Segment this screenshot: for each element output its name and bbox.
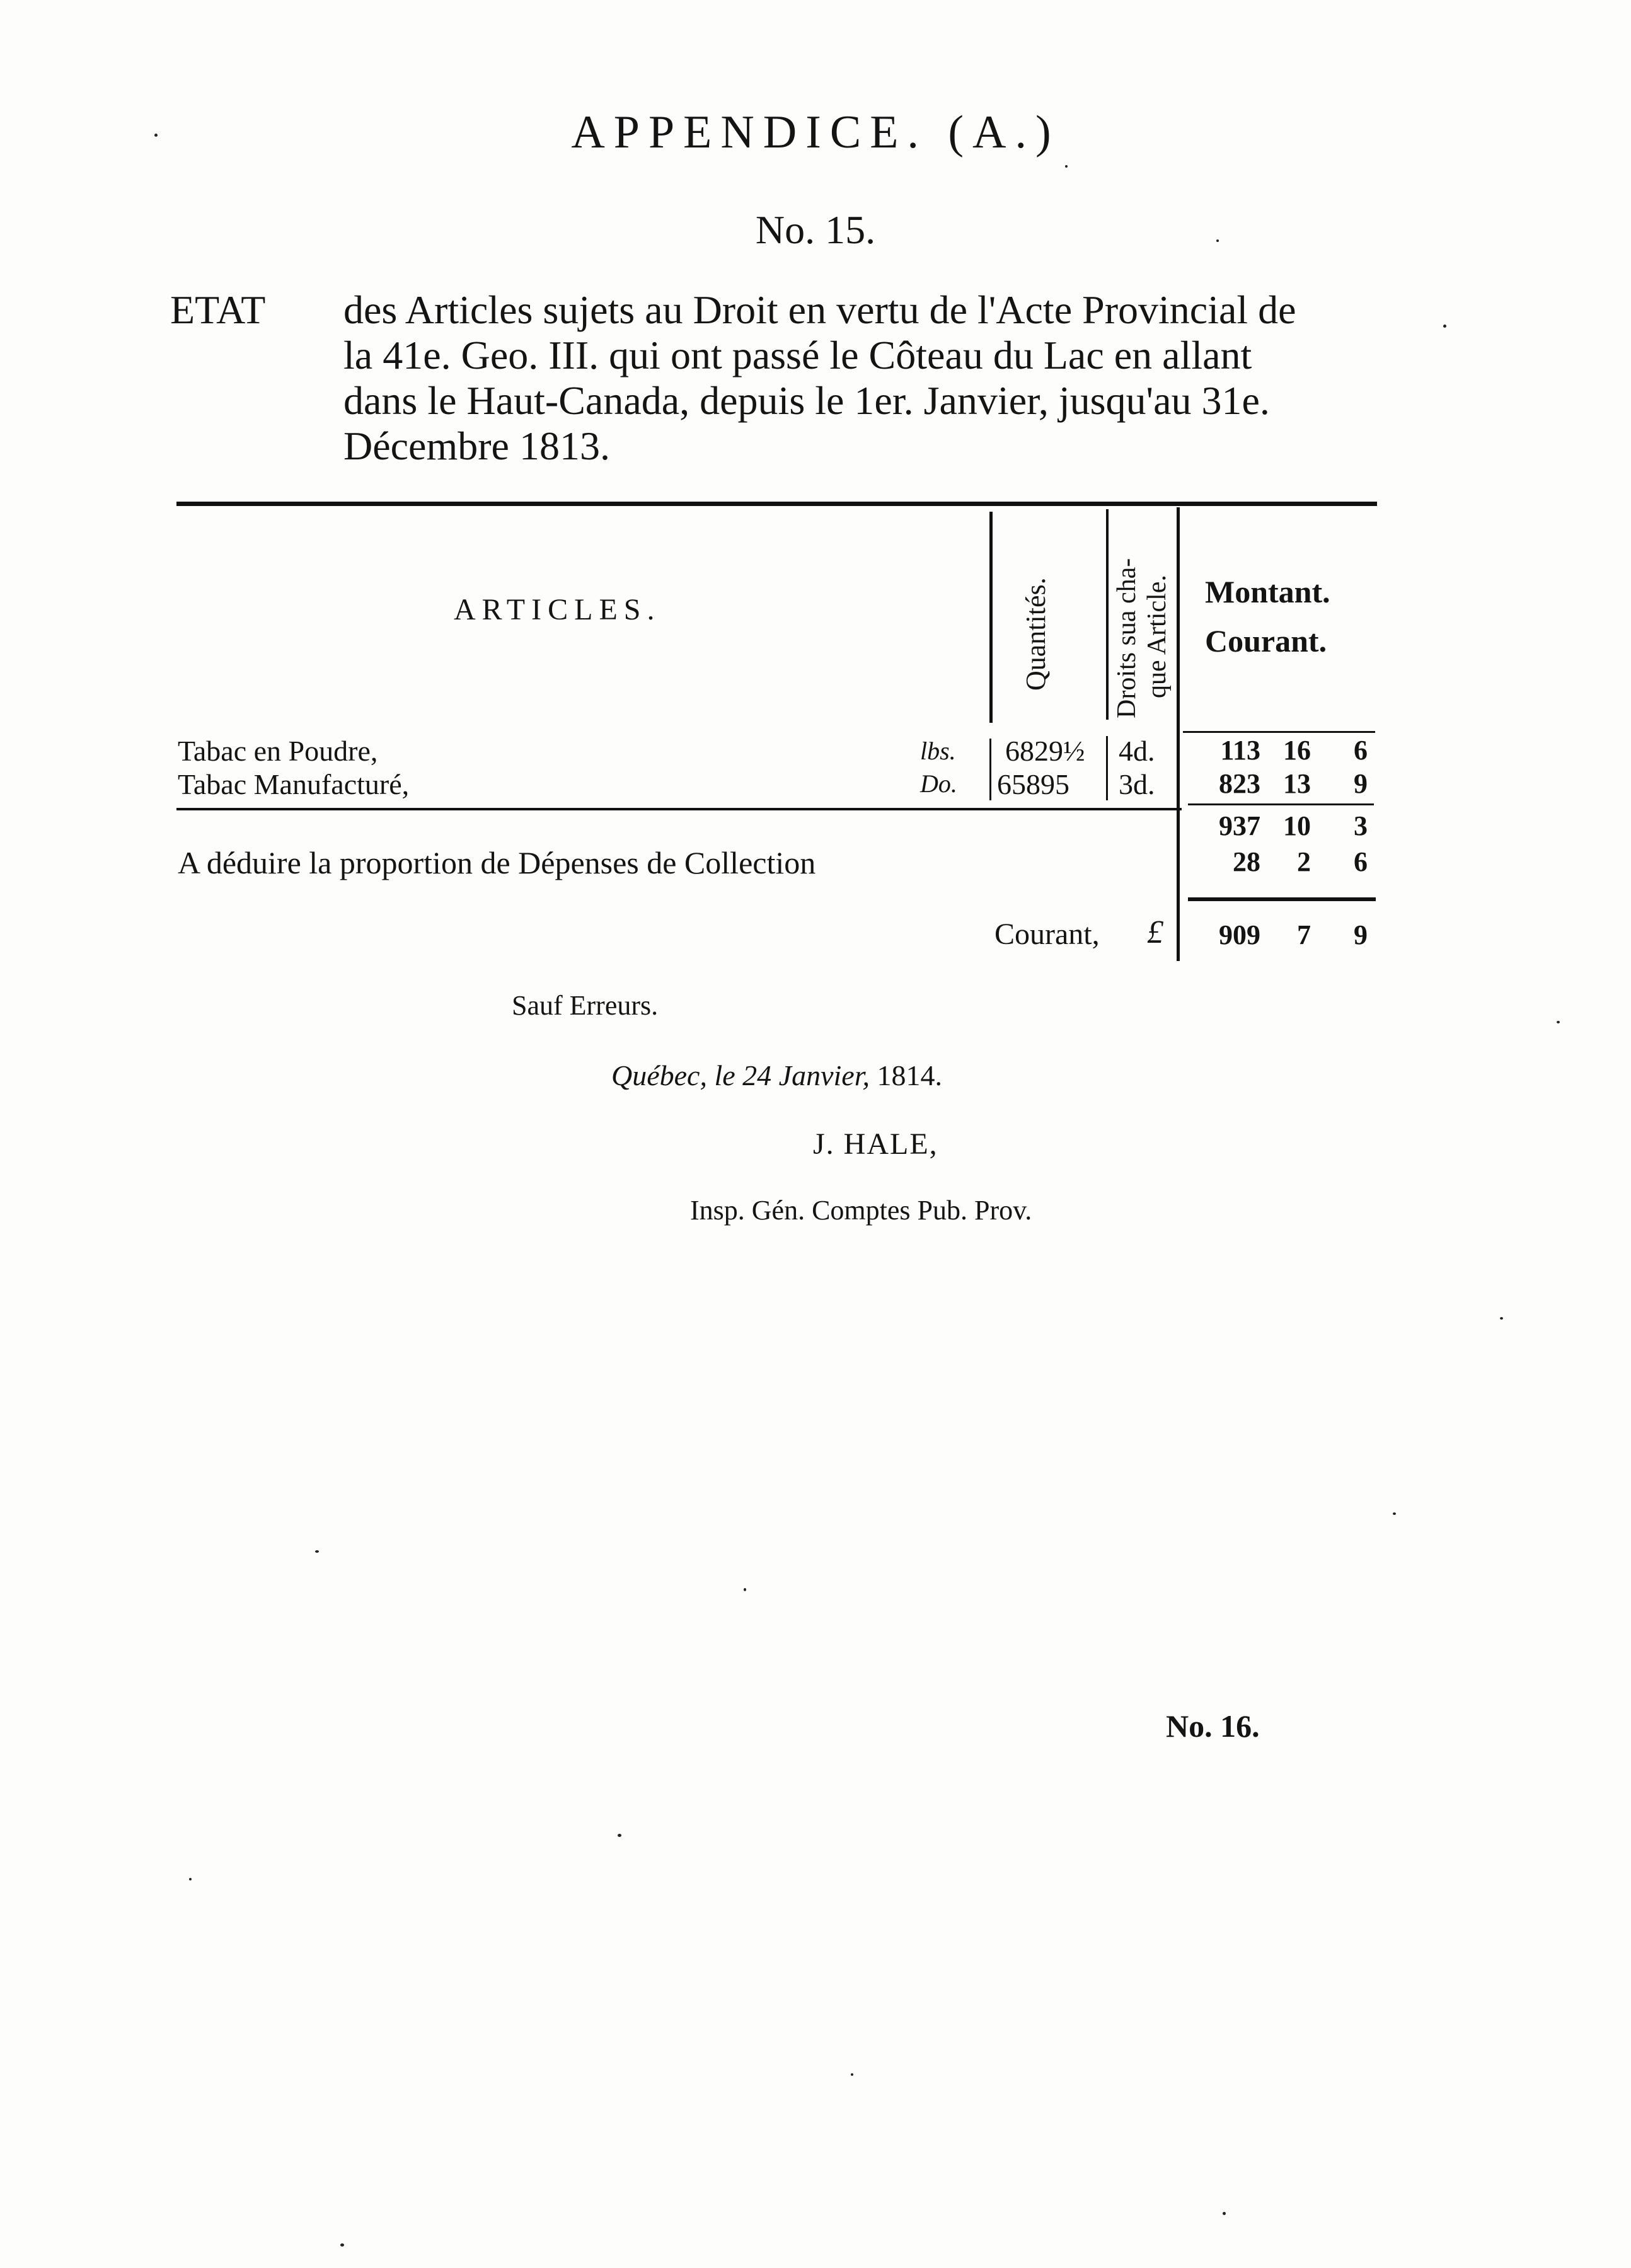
header-montant-line2: Courant. [1205,623,1327,659]
next-page-number: No. 16. [1166,1708,1260,1744]
page-title: APPENDICE. (A.) [571,106,1060,158]
place-year: 1814. [877,1059,943,1091]
paper-speck [618,1834,621,1837]
subtotal-pence: 3 [1354,810,1368,841]
paper-speck [1443,325,1446,328]
header-quantites: Quantités. [1020,577,1051,691]
column-divider [1106,736,1108,800]
etat-paragraph [343,287,1371,469]
subtotal-shillings: 10 [1283,810,1311,841]
paper-speck [1500,1317,1503,1320]
row-shillings: 13 [1283,768,1311,799]
total-pence: 9 [1354,919,1368,950]
paper-speck [340,2243,344,2247]
deduction-pence: 6 [1354,846,1368,877]
header-droits-line1: Droits sua cha- [1112,558,1141,718]
deduction-pounds: 28 [1233,846,1260,877]
paper-speck [1557,1021,1560,1023]
signature-name: J. HALE, [813,1127,938,1161]
etat-line: la 41e. Geo. III. qui ont passé le Côteau du Lac en allant [343,333,1252,377]
paper-speck [1223,2212,1226,2215]
paper-speck [189,1878,192,1880]
table-top-rule [176,502,1377,506]
rows-bottom-rule [176,808,1182,810]
etat-heading: ETAT [170,287,266,332]
paper-speck [1216,239,1219,242]
row-unit: lbs. [920,737,956,765]
etat-line: dans le Haut-Canada, depuis le 1er. Janvier, jusqu'au 31e. [343,378,1270,423]
row-article: Tabac en Poudre, [178,735,378,767]
paper-speck [315,1550,319,1553]
header-montant [1205,567,1330,665]
etat-line: Décembre 1813. [343,423,610,468]
paper-speck [744,1588,746,1591]
row-rate: 4d. [1119,735,1155,767]
total-rule [1188,897,1376,901]
row-rate: 3d. [1119,768,1155,800]
row-quantity: 6829½ [1005,735,1085,767]
header-montant-line1: Montant. [1205,574,1330,609]
deduction-label: A déduire la proportion de Dépenses de Collection [178,845,816,880]
sauf-erreurs: Sauf Erreurs. [512,990,659,1021]
subtotal-rule [1188,803,1374,805]
document-number: No. 15. [755,207,876,252]
row-pounds: 823 [1219,768,1260,799]
currency-symbol: £ [1147,914,1163,950]
total-label: Courant, [994,918,1100,951]
row-pence: 9 [1354,768,1368,799]
paper-speck [1393,1512,1396,1515]
paper-speck [1065,165,1068,168]
place-date [611,1059,942,1092]
row-pence: 6 [1354,735,1368,766]
row-quantity: 65895 [997,768,1069,800]
row-unit: Do. [920,769,957,798]
total-pounds: 909 [1219,919,1260,950]
etat-line: des Articles sujets au Droit en vertu de l'Acte Provincial de [343,287,1296,332]
header-bottom-rule [1183,731,1375,733]
header-articles: ARTICLES. [454,593,661,626]
column-divider [1177,507,1180,961]
paper-speck [154,134,158,137]
column-divider [989,512,993,723]
column-divider [989,739,991,800]
total-shillings: 7 [1297,919,1311,950]
header-droits-line2: que Article. [1143,575,1172,698]
row-shillings: 16 [1283,735,1311,766]
row-article: Tabac Manufacturé, [178,768,410,800]
deduction-shillings: 2 [1297,846,1311,877]
paper-speck [851,2073,853,2076]
column-divider [1106,509,1109,720]
place-date-text: Québec, le 24 Janvier, [611,1059,870,1091]
row-pounds: 113 [1220,735,1260,766]
signature-title: Insp. Gén. Comptes Pub. Prov. [690,1195,1032,1226]
subtotal-pounds: 937 [1219,810,1260,841]
